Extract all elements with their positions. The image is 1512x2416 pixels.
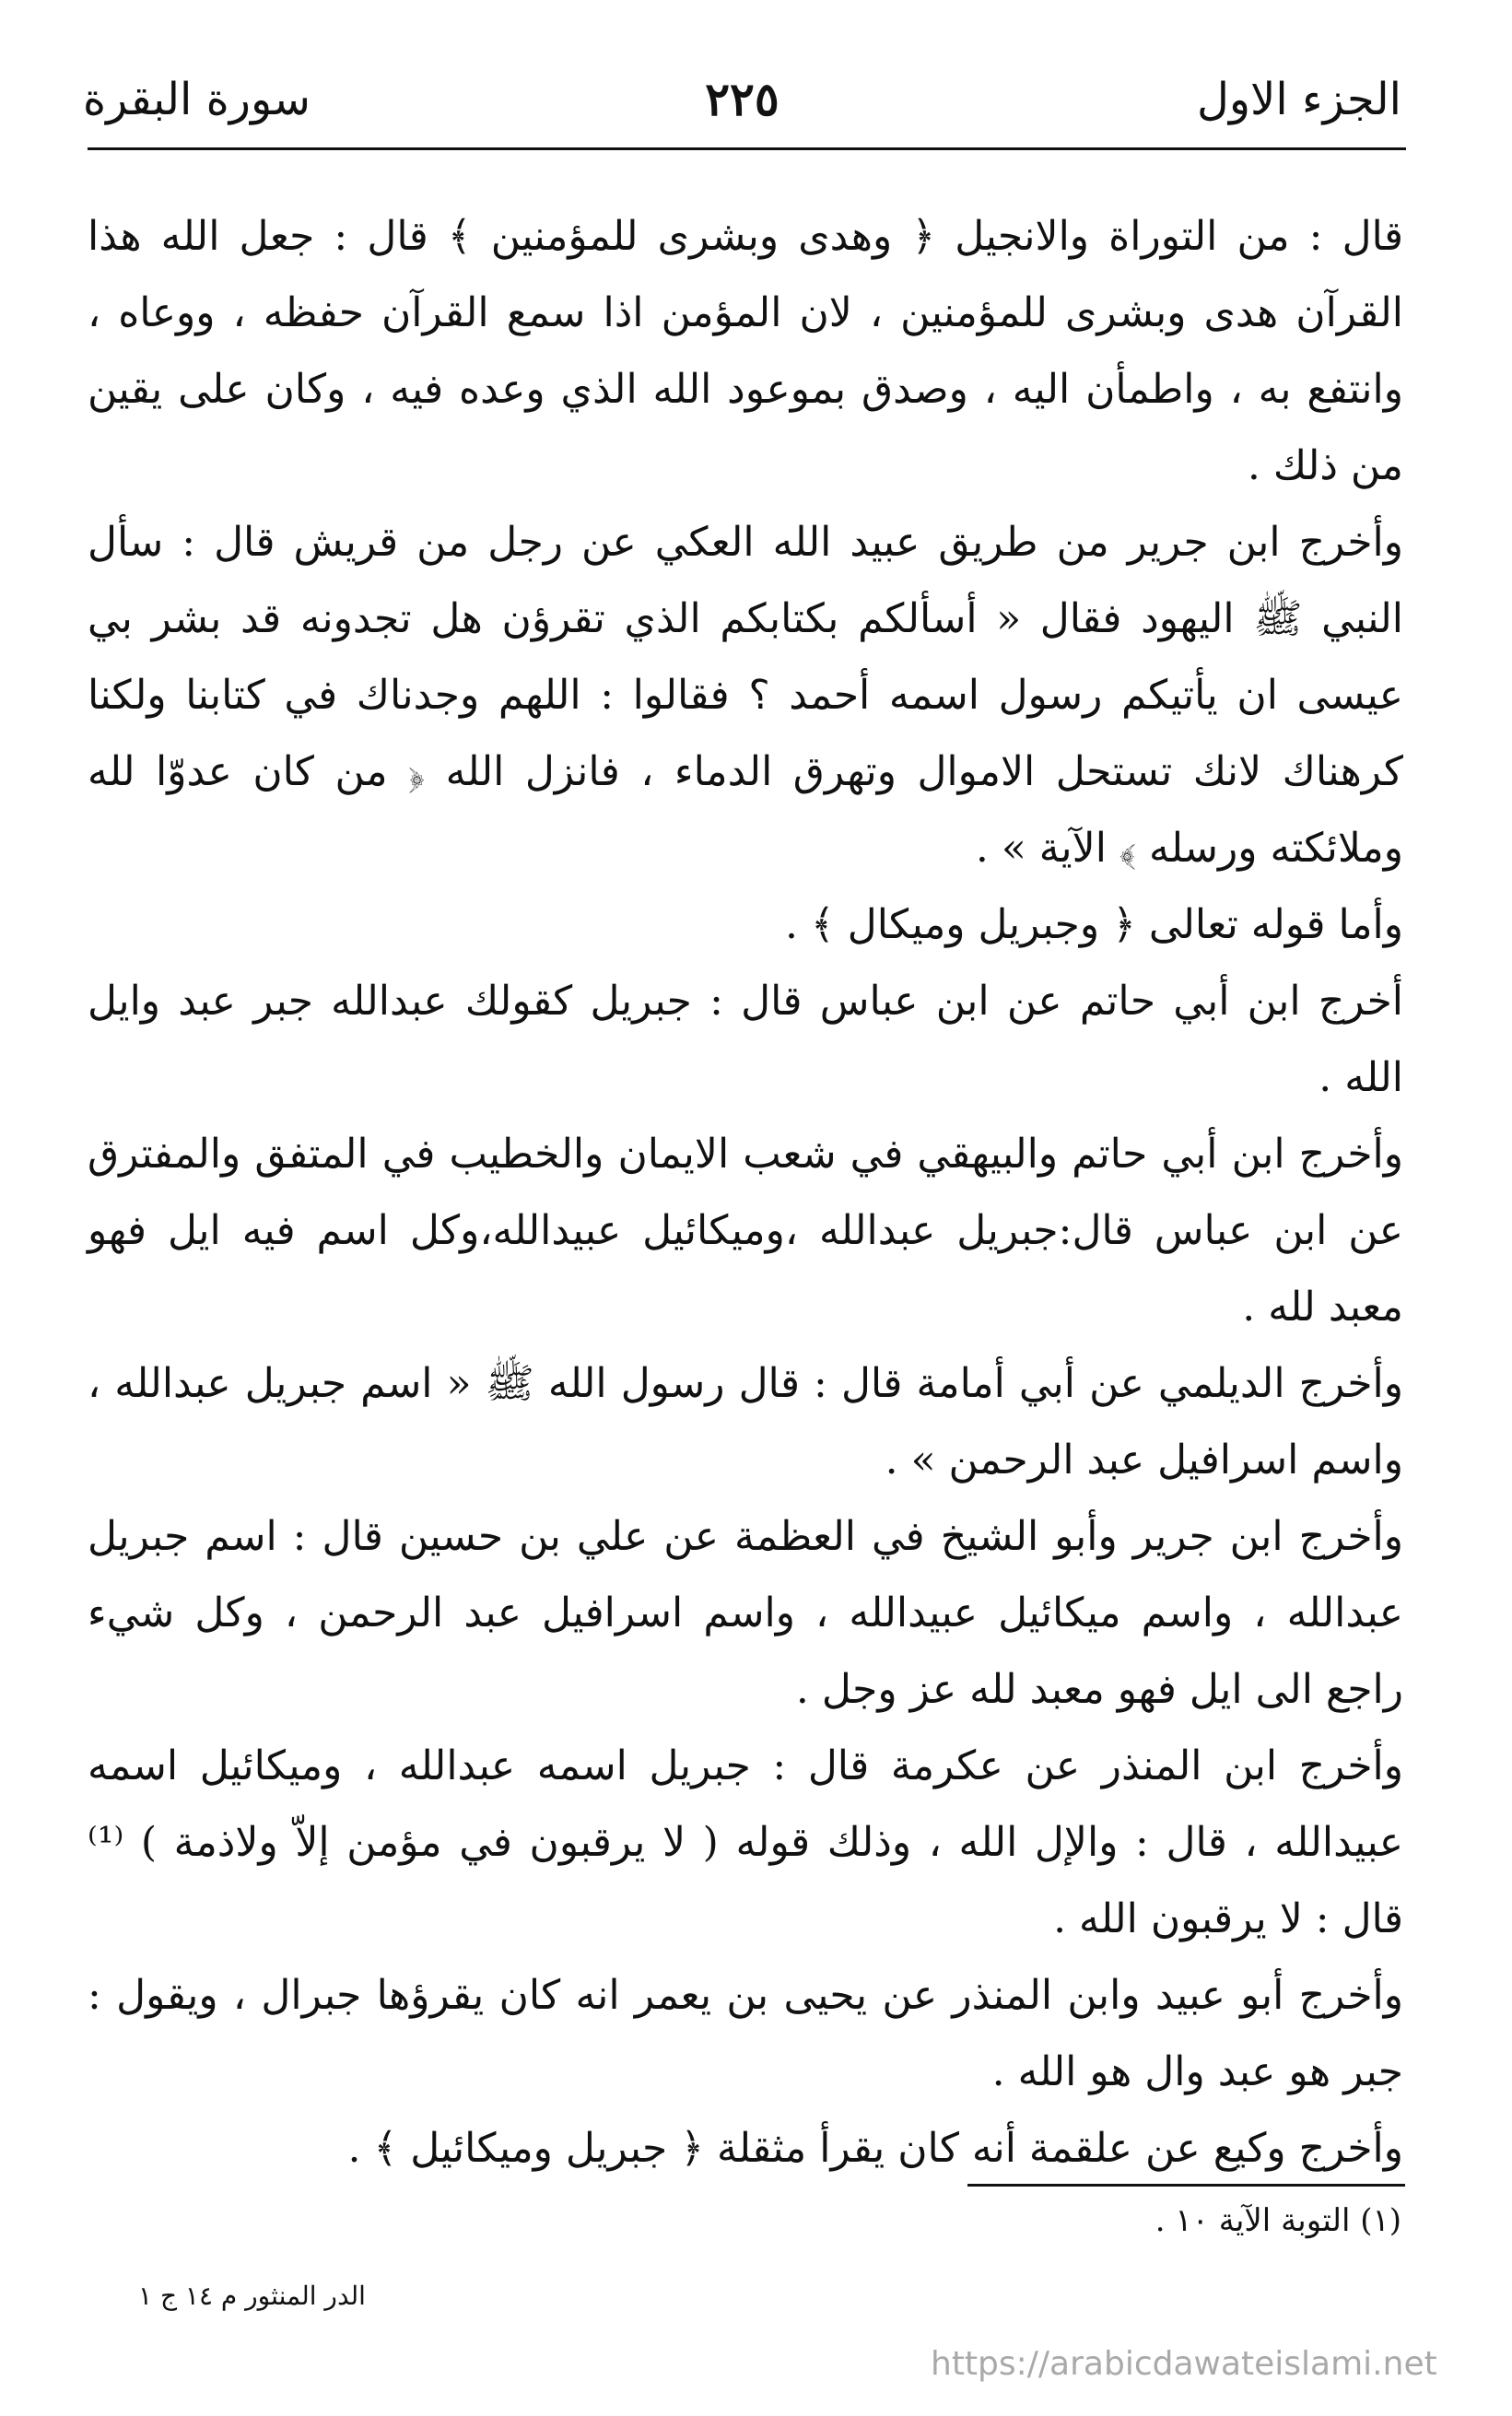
paragraph: وأخرج ابن جرير وأبو الشيخ في العظمة عن علي بن حسين قال : اسم جبريل عبدالله ، واسم ميكائيل عبيدالله ، واسم اسرافيل عبد الرحمن ، وكل شيء راجع الى ايل فهو معبد لله عز وجل . — [88, 1513, 1403, 1713]
surah-title: سورة البقرة — [83, 74, 311, 125]
header-divider — [88, 147, 1406, 150]
paragraph: وأخرج ابن أبي حاتم والبيهقي في شعب الايمان والخطيب في المتفق والمفترق عن ابن عباس قال:جبريل عبدالله ،وميكائيل عبيدالله،وكل اسم فيه ايل فهو معبد لله . — [88, 1131, 1403, 1331]
volume-title: الجزء الاول — [1196, 74, 1401, 125]
footnote: (١) التوبة الآية ١٠ . — [1155, 2202, 1401, 2239]
paragraph: أخرج ابن أبي حاتم عن ابن عباس قال : جبريل كقولك عبدالله جبر عبد وايل الله . — [88, 978, 1403, 1101]
paragraph: وأخرج الديلمي عن أبي أمامة قال : قال رسول الله ﷺ « اسم جبريل عبدالله ، واسم اسرافيل عبد الرحمن » . — [88, 1360, 1403, 1484]
paragraph: وأخرج ابن المنذر عن عكرمة قال : جبريل اسمه عبدالله ، وميكائيل اسمه عبيدالله ، قال : والإل الله ، وذلك قوله ( لا يرقبون في مؤمن إلاّ ولاذمة ) ⁽¹⁾ قال : لا يرقبون الله . — [88, 1742, 1403, 1942]
paragraph: وأخرج أبو عبيد وابن المنذر عن يحيى بن يعمر انه كان يقرؤها جبرال ، ويقول : جبر هو عبد وال هو الله . — [88, 1972, 1403, 2095]
paragraph: وأخرج وكيع عن علقمة أنه كان يقرأ مثقلة ﴿ جبريل وميكائيل ﴾ . — [347, 2125, 1403, 2172]
print-signature: الدر المنثور م ١٤ ج ١ — [138, 2281, 366, 2311]
footnote-divider — [967, 2184, 1405, 2187]
paragraph: وأما قوله تعالى ﴿ وجبريل وميكال ﴾ . — [785, 901, 1403, 948]
paragraph: وأخرج ابن جرير من طريق عبيد الله العكي عن رجل من قريش قال : سأل النبي ﷺ اليهود فقال « أسألكم بكتابكم الذي تقرؤن هل تجدونه قد بشر بي عيسى ان يأتيكم رسول اسمه أحمد ؟ فقالوا : اللهم وجدناك في كتابنا ولكنا كرهناك لانك تستحل الاموال وتهرق الدماء ، فانزل الله ﴿ من كان عدوّا لله وملائكته ورسله ﴾ الآية » . — [88, 519, 1403, 872]
page-header — [83, 55, 1401, 138]
watermark-url: https://arabicdawateislami.net — [931, 2345, 1437, 2383]
page-number: ٢٢٥ — [705, 72, 779, 126]
paragraph: قال : من التوراة والانجيل ﴿ وهدى وبشرى للمؤمنين ﴾ قال : جعل الله هذا القرآن هدى وبشرى للمؤمنين ، لان المؤمن اذا سمع القرآن حفظه ، ووعاه ، وانتفع به ، واطمأن اليه ، وصدق بموعود الله الذي وعده فيه ، وكان على يقين من ذلك . — [88, 213, 1403, 489]
body-text — [88, 198, 1403, 2187]
